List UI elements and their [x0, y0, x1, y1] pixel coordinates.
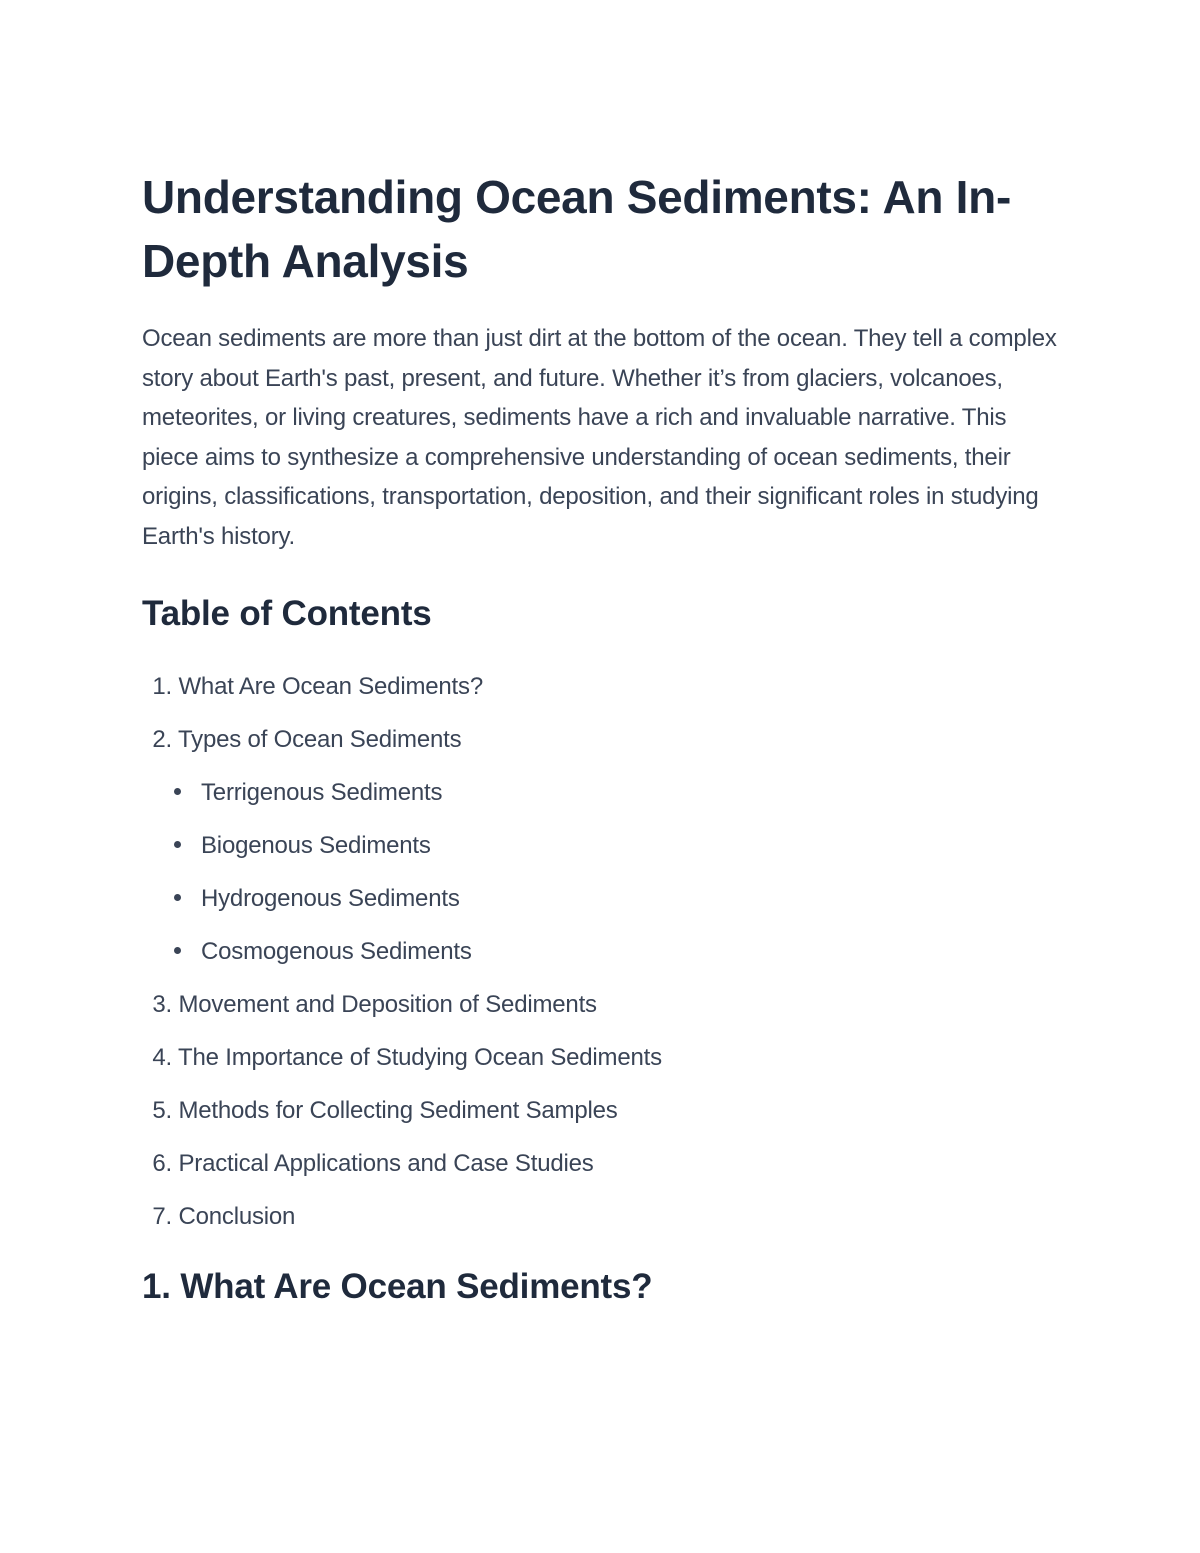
toc-sublabel: Biogenous Sediments — [201, 832, 431, 859]
toc-number: 6. — [152, 1150, 172, 1177]
toc-label: Types of Ocean Sediments — [178, 726, 462, 753]
toc-number: 1. — [152, 673, 172, 700]
toc-label: Movement and Deposition of Sediments — [178, 991, 597, 1018]
toc-sublabel: Cosmogenous Sediments — [201, 938, 472, 965]
toc-sublabel: Terrigenous Sediments — [201, 779, 443, 806]
toc-label: Practical Applications and Case Studies — [178, 1150, 594, 1177]
bullet-icon — [174, 947, 181, 954]
toc-heading: Table of Contents — [142, 594, 432, 633]
toc-label: Conclusion — [178, 1203, 296, 1230]
toc-item[interactable] — [142, 713, 1062, 766]
bullet-icon — [174, 894, 181, 901]
toc-sublabel: Hydrogenous Sediments — [201, 885, 460, 912]
intro-paragraph: Ocean sediments are more than just dirt at the bottom of the ocean. They tell a complex story about Earth's past, present, and future. Whether it’s from glaciers, volcanoes, meteorites, or living creatures, sediments have a rich and invaluable narrative. This piece aims to synthesize a comprehensive understanding of ocean sediments, their origins, classifications, transportation, deposition, and their significant roles in studying Earth's history. — [142, 325, 1057, 550]
toc-item[interactable] — [142, 1084, 1062, 1137]
toc-label: Methods for Collecting Sediment Samples — [178, 1097, 618, 1124]
toc-item[interactable] — [142, 1031, 1062, 1084]
document-title: Understanding Ocean Sediments: An In-Depth Analysis — [142, 171, 1011, 287]
toc-label: The Importance of Studying Ocean Sediments — [178, 1044, 662, 1071]
toc-item[interactable] — [142, 978, 1062, 1031]
toc-number: 5. — [152, 1097, 172, 1124]
toc-number: 7. — [152, 1203, 172, 1230]
toc-item[interactable] — [142, 660, 1062, 713]
toc-subitem[interactable] — [142, 925, 1062, 978]
toc-item[interactable] — [142, 1190, 1062, 1243]
section-heading: 1. What Are Ocean Sediments? — [142, 1267, 653, 1306]
toc-subitem[interactable] — [142, 872, 1062, 925]
toc-label: What Are Ocean Sediments? — [178, 673, 483, 700]
toc-subitem[interactable] — [142, 766, 1062, 819]
toc-number: 4. — [152, 1044, 172, 1071]
bullet-icon — [174, 788, 181, 795]
bullet-icon — [174, 841, 181, 848]
toc-number: 2. — [152, 726, 172, 753]
table-of-contents — [142, 660, 1062, 1243]
document-page — [142, 165, 1062, 1309]
toc-number: 3. — [152, 991, 172, 1018]
toc-subitem[interactable] — [142, 819, 1062, 872]
toc-item[interactable] — [142, 1137, 1062, 1190]
